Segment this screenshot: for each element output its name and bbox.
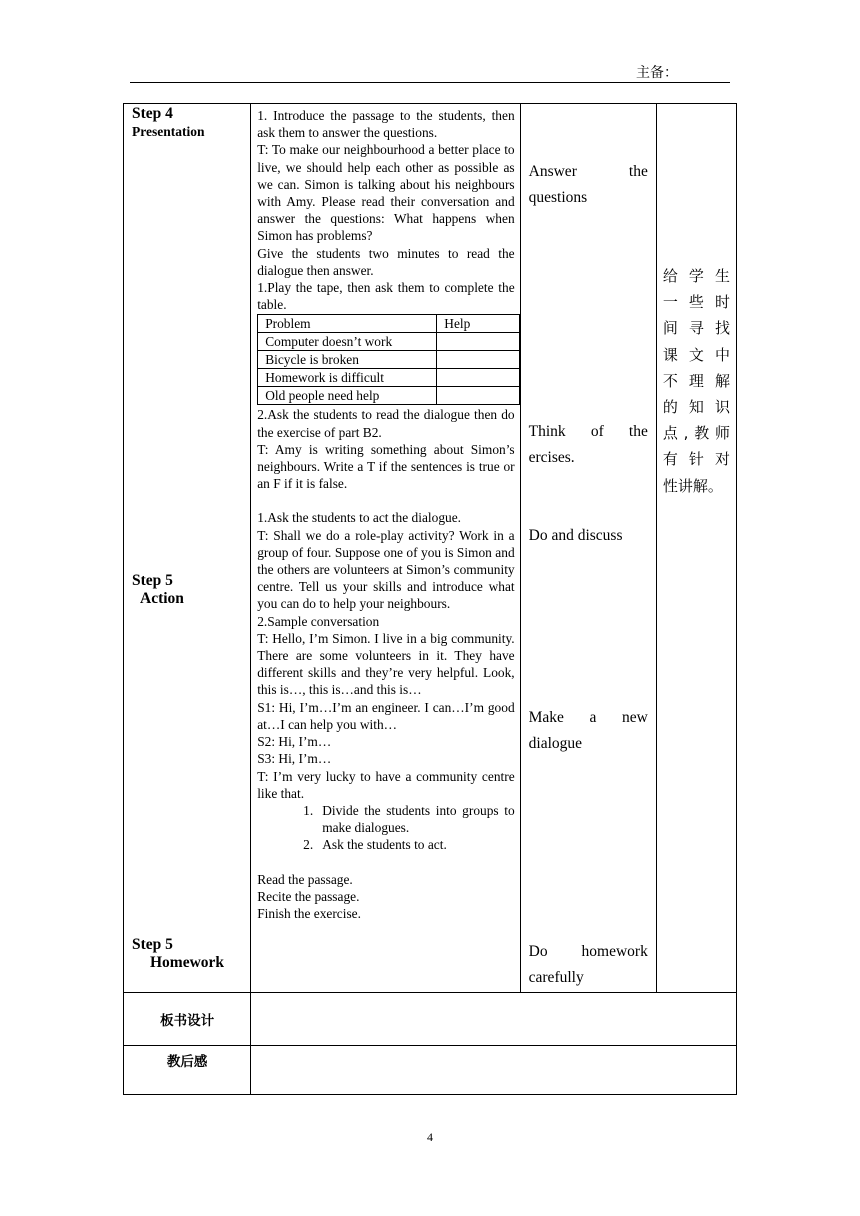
play-tape-text: 1.Play the tape, then ask them to complete the table. [257, 280, 515, 313]
reflection-label: 教后感 [124, 1046, 251, 1095]
table-row: Bicycle is broken [258, 351, 519, 369]
intro-teacher-line: T: To make our neighbourhood a better place to live, we should help each other as possible as we can. Simon is talking about his neighbours with Amy. Please read their conversation and answer the questions: What happens when Simon has problems? [257, 142, 515, 244]
design-intent-note: 给学生 一些时 间寻找 课文中 不理解 的知识 点,教师 有针对 性讲解。 [662, 267, 730, 495]
homework-finish: Finish the exercise. [257, 905, 361, 921]
sample-s2-line: S2: Hi, I’m… [257, 734, 332, 750]
teacher-activities-column [251, 104, 520, 993]
steps-column [124, 104, 251, 993]
ask-read-teacher-line: T: Amy is writing something about Simon’s neighbours. Write a T if the sentences is true or an F if it is false. [257, 441, 515, 492]
lucky-teacher-line: T: I’m very lucky to have a community centre like that. [257, 768, 515, 801]
step-4-label: Step 4 Presentation [132, 105, 205, 139]
student-activities-column [520, 104, 656, 993]
steps-row [124, 104, 737, 993]
homework-recite: Recite the passage. [257, 888, 360, 904]
page-number: 4 [427, 1130, 433, 1144]
step-5-homework-label: Step 5 Homework [132, 936, 225, 971]
numbered-list [257, 802, 514, 854]
student-activity-dialogue: Make a new dialogue [528, 709, 648, 752]
problem-header: Problem [258, 315, 437, 333]
header-preparer-label: 主备： [636, 65, 678, 81]
lesson-plan-table [123, 103, 737, 1095]
board-design-content [251, 993, 737, 1046]
table-row: Computer doesn’t work [258, 333, 519, 351]
sample-teacher-line: T: Hello, I’m Simon. I live in a big community. There are some volunteers in it. They have different skills and they’re very helpful. Look, this is…, this is…and this is… [257, 630, 515, 698]
problem-table-header [258, 315, 519, 333]
list-item: 1. Divide the students into groups to make dialogues. [303, 802, 515, 836]
reflection-row [124, 1046, 737, 1095]
ask-read-text: 2.Ask the students to read the dialogue then do the exercise of part B2. [257, 407, 515, 440]
intro-text: 1. Introduce the passage to the students, then ask them to answer the questions. [257, 108, 515, 141]
student-activity-think: Think of the ercises. [528, 423, 648, 466]
design-intent-column [656, 104, 736, 993]
sample-conversation-title: 2.Sample conversation [257, 613, 380, 629]
give-time-text: Give the students two minutes to read the dialogue then answer. [257, 245, 515, 278]
help-header: Help [437, 315, 519, 333]
student-activity-discuss: Do and discuss [528, 527, 623, 544]
problem-help-table [257, 314, 519, 405]
sample-s1-line: S1: Hi, I’m…I’m an engineer. I can…I’m good at…I can help you with… [257, 699, 515, 732]
board-design-label: 板书设计 [124, 993, 251, 1046]
header-rule [130, 82, 730, 83]
homework-read: Read the passage. [257, 871, 353, 887]
spacer [257, 854, 514, 871]
step-5-action-label: Step 5 Action [132, 572, 184, 607]
role-play-teacher-line: T: Shall we do a role-play activity? Work in a group of four. Suppose one of you is Simon and the others are volunteers at Simon’s community centre. Tell us your skills and introduce what you can do to help your neighbours. [257, 527, 515, 612]
student-activity-homework: Do homework carefully [528, 943, 648, 986]
board-design-row [124, 993, 737, 1046]
reflection-content [251, 1046, 737, 1095]
sample-s3-line: S3: Hi, I’m… [257, 751, 332, 767]
list-item: 2. Ask the students to act. [303, 837, 447, 853]
act-dialogue-text: 1.Ask the students to act the dialogue. [257, 510, 461, 526]
student-activity-answer: Answer the questions [528, 163, 648, 206]
table-row: Homework is difficult [258, 369, 519, 387]
table-row: Old people need help [258, 387, 519, 405]
spacer [257, 492, 514, 509]
